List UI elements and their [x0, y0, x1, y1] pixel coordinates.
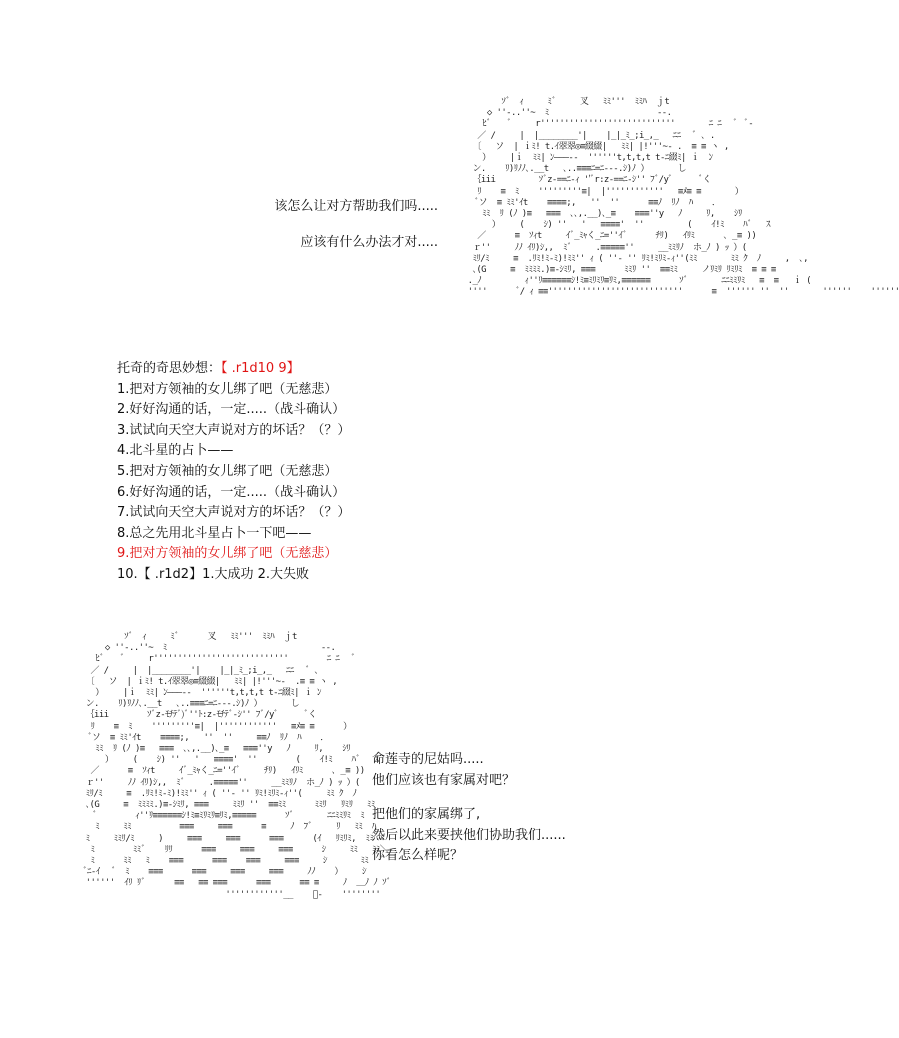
choice-item: 4.北斗星的占卜——	[117, 443, 234, 459]
dialog-top-line-2: 应该有什么办法才对.....	[300, 235, 438, 250]
choice-header-roll: 【 .r1d10 9】	[221, 361, 300, 376]
ascii-art-character-bottom: ｿﾞ ｨ ﾐﾞ 叉 ﾐﾐ''' ﾐﾐﾊ ｊt ◇ ''-..''~ ﾐ -‐. ﾋﾞ ﾞ r'''''''''''''''''''''''''''' ﾆ ﾆ ﾞ ／ / | |________'| |_|_ﾐ_;i_,_ ﾆﾆ ﾞ ､ 〔 ソ | ｉﾐ! t.ｲ翠翠◎≡綴綴| ﾐﾐ| |!'''~- .≡ ≡ ヽ , ） |ｉ ﾐﾐ| ﾝ―――‐‐ ''''''t,t,t,t t‐ﾆ綴ﾐ| ｉ ﾝ ン. ﾘ)ﾘﾉﾉ､.__t ､..≡≡≡ﾆ=ﾆ‐--.ｼ)ﾉ ） し ｛iii ｿﾞz-ﾓﾁﾃﾞ)ﾞ''ﾄ:z-ﾓﾁﾃﾞ-ｼ'' ﾌﾞ/yﾞ ﾞく ﾘ ≡ ﾐ '''''''''≡| |'''''''''''' ≡ﾒ≡ ≡ ） ﾞソ ≡ ﾐﾐ'ｲt ≡≡≡≡;, '' '' ≡≡ﾉ ﾘﾉ ﾊ ． ﾐﾐ ﾘ (ﾉ )≡ ≡≡≡ ､､,.__)､_≡ ≡≡≡''y ﾉ ﾘ, ｼﾘ ） ( ｼ) '' ' ≡≡≡≡' '' ( ｲ!ﾐ ﾊﾞ ｽ ／ ≡ ｿｨt ｲﾞ_ﾐｬく_ﾆ=''ｲﾞ ﾁﾘ) ｲﾘﾐ ､ _≡ )) ｒ'' ﾉﾉ ｲﾘ)ｼ,, ﾐﾞ .≡≡≡≡≡'' __ﾐﾐﾘﾉ ホ_ﾉ ) ｯ ）( ﾐﾘ/ﾐ ≡ .ﾘﾐ!ﾐ‐ﾐ)!ﾐﾐ'' ｨ ( ''‐ '' ﾘﾐ!ﾐﾘﾐ‐ｨ''( ﾐﾐ ｸ ﾉ ､(G ≡ ﾐﾐﾐﾐ.)≡-ｼﾐﾘ, ≡≡≡ ﾐﾐﾘ '' ≡≡ﾐﾐ ﾐﾐﾘ ﾘﾐﾘ ﾐﾐ ﾞ ｨ''ﾘ≡≡≡≡≡≡ｼ!ﾐ≡ﾐﾘﾐﾘ≡ﾘﾐ,≡≡≡≡≡ ｿﾞ ﾆﾆﾐﾐﾘﾐ ﾐ ﾐ ﾐﾐ ≡≡≡ ≡≡≡ ≡ ﾉ ﾌﾞ ﾘ ﾐﾐ ﾊ ﾐ ﾐﾐﾘ/ﾐ ) ≡≡≡ ≡≡≡ ≡≡≡ (ｲ ﾘﾐﾘﾐ, ﾐﾐ ﾊﾞ ﾐ ﾐﾐﾞ ﾘﾘ ≡≡≡ ≡≡≡ ≡≡≡ ｼ ﾐﾐ ﾐﾐ＼ ﾐ ﾐﾐ ﾐ ≡≡≡ ≡≡≡ ≡≡≡ ≡≡≡ ｼ ﾐﾐ ﾞ ﾞﾆ-ｲ ﾞ ﾐ ≡≡≡ ≡≡≡ ≡≡≡ ≡≡≡ ﾉﾉ ） ｼ '''''' ｲﾘ ﾘﾞ ≡≡ ≡≡ ≡≡≡ ≡≡≡ ≡≡ ≡ ﾉ ＿ﾉ ﾉ ｿﾞ ''''''''''''__ ﾞ‐ ''''''''	[80, 632, 391, 900]
choice-item: 6.好好沟通的话，一定.....（战斗确认）	[117, 484, 346, 500]
choice-item: 7.试试向天空大声说对方的坏话？（？）	[117, 505, 351, 521]
choice-list	[117, 359, 350, 586]
choice-item: 3.试试向天空大声说对方的坏话？（？）	[117, 422, 351, 438]
ascii-art-character-top: ｿﾞ ｨ ﾐﾞ 叉 ﾐﾐ''' ﾐﾐﾊ ｊt ◇ ''-..''~ ﾐ -‐. ﾋﾞ ﾞ r'''''''''''''''''''''''''''' ﾆ ﾆ ﾞ ﾞ‐ ／ / | |________'| |_|_ﾐ_;i_,_ ﾆﾆ ﾞ ､ . 〔 ソ | ｉﾐ! t.ｲ翠翠◎≡綴綴| ﾐﾐ| |!'''~- . ≡ ≡ ヽ , ） |ｉ ﾐﾐ| ﾝ―――‐‐ ''''''t,t,t,t t‐ﾆ綴ﾐ| ｉ ﾝ ン. ﾘ)ﾘﾉﾉ､.__t ､..≡≡≡ﾆ=ﾆ‐--.ｼ)ﾉ ） し ｛iii ｿﾞz-==ﾆ-ｨ ''ﾞr:z-==ﾆ-ｼ'' ﾌﾞ/yﾞ ﾞく ﾘ ≡ ﾐ '''''''''≡| |'''''''''''' ≡ﾒ≡ ≡ ） ﾞソ ≡ ﾐﾐ'ｲt ≡≡≡≡;, '' '' ≡≡ﾉ ﾘﾉ ﾊ ． ﾐﾐ ﾘ (ﾉ )≡ ≡≡≡ ､､,.__)､_≡ ≡≡≡''y ﾉ ﾘ, ｼﾘ ） ( ｼ) '' ' ≡≡≡≡' '' ( ｲ!ﾐ ﾊﾞ ｽ ／ ≡ ｿｨt ｲﾞ_ﾐｬく_ﾆ=''ｲﾞ ﾁﾘ) ｲﾘﾐ ､ _≡ )) ｒ'' ﾉﾉ ｲﾘ)ｼ,, ﾐﾞ .≡≡≡≡≡'' __ﾐﾐﾘﾉ ホ_ﾉ ) ｯ ）( ﾐﾘ/ﾐ ≡ .ﾘﾐ!ﾐ‐ﾐ)!ﾐﾐ'' ｨ ( ''‐ '' ﾘﾐ!ﾐﾘﾐ‐ｨ''(ﾐﾐ ﾐﾐ ｸ ﾉ , ､, ､(G ≡ ﾐﾐﾐﾐ.)≡-ｼﾐﾘ, ≡≡≡ ﾐﾐﾘ '' ≡≡ﾐﾐ ノﾘﾐﾘ ﾘﾐﾘﾐ ≡ ≡ ≡ ._ﾉ ｨ''ﾘ≡≡≡≡≡≡ｼ!ﾐ≡ﾐﾘﾐﾘ≡ﾘﾐ,≡≡≡≡≡≡ ｿﾞ ﾆﾆﾐﾐﾘﾐ ≡ ≡ ｉ ( '''' ﾞ/ ｨ ≡≡'''''''''''''''''''''''''''' ≡ '''''' '' '' '''''' ''''''	[467, 97, 899, 298]
dialog-bottom-line-2: 他们应该也有家属对吧？	[372, 772, 516, 788]
dialog-bottom-line-1: 命莲寺的尼姑吗.....	[372, 752, 484, 767]
choice-item: 1.把对方领袖的女儿绑了吧（无慈悲）	[117, 381, 338, 397]
choice-item: 10.【 .r1d2】1.大成功 2.大失败	[117, 566, 310, 582]
dialog-bottom-line-5: 你看怎么样呢？	[372, 848, 464, 863]
dialog-bottom	[372, 750, 566, 867]
dialog-bottom-spacer	[372, 791, 566, 805]
choice-item: 8.总之先用北斗星占卜一下吧——	[117, 525, 312, 541]
dialog-bottom-line-4: 然后以此来要挟他们协助我们......	[372, 827, 566, 843]
choice-header-label: 托奇的奇思妙想：	[117, 361, 222, 376]
dialog-bottom-line-3: 把他们的家属绑了,	[372, 807, 481, 822]
dialog-top-line-1: 该怎么让对方帮助我们吗.....	[274, 199, 438, 214]
choice-item: 2.好好沟通的话，一定.....（战斗确认）	[117, 402, 346, 418]
choice-item-selected: 9.把对方领袖的女儿绑了吧（无慈悲）	[117, 546, 338, 562]
choice-header	[117, 359, 350, 380]
choice-item: 5.把对方领袖的女儿绑了吧（无慈悲）	[117, 463, 338, 479]
dialog-top	[274, 198, 438, 270]
